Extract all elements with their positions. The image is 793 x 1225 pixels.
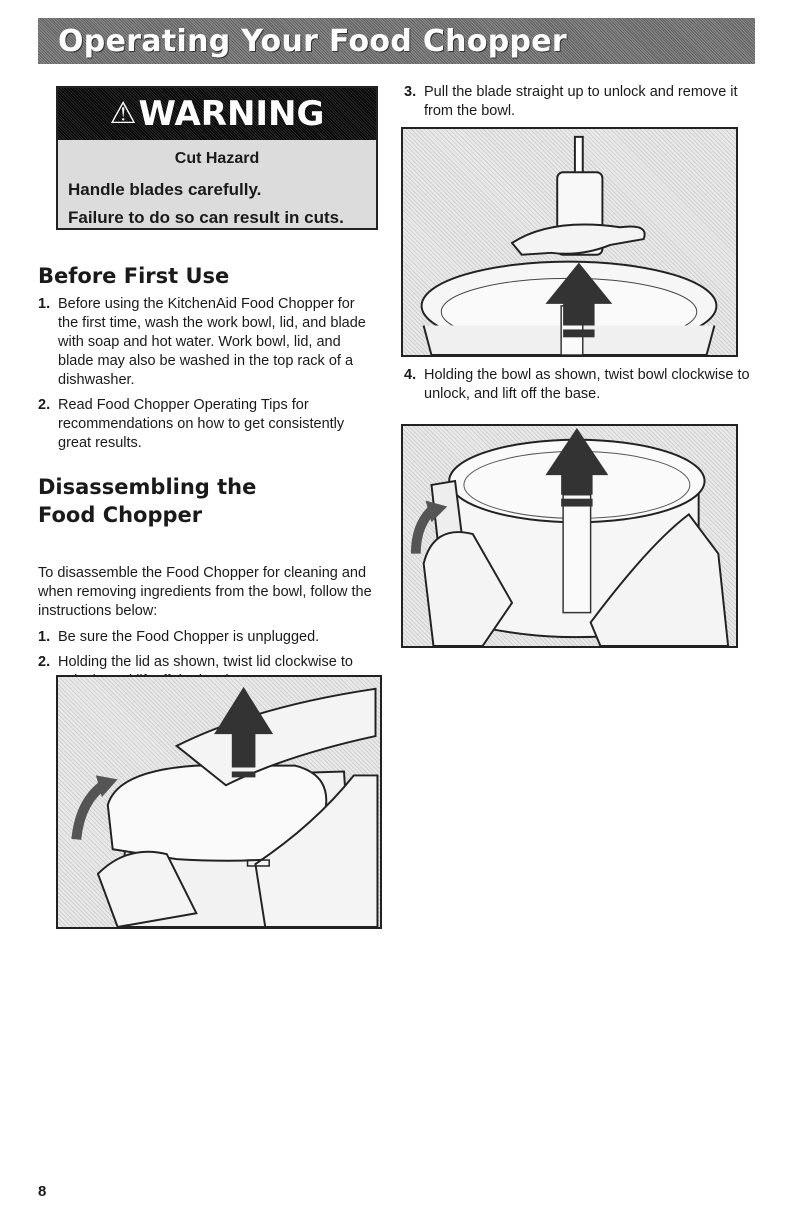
- warning-title: WARNING: [138, 94, 325, 134]
- page-number: 8: [38, 1183, 47, 1200]
- heading-disassembling: Disassembling the Food Chopper: [38, 475, 257, 527]
- list-item: 3. Pull the blade straight up to unlock and remove it from the bowl.: [404, 84, 738, 119]
- page-title: Operating Your Food Chopper: [58, 24, 568, 59]
- heading-before-first-use: Before First Use: [38, 264, 230, 288]
- lid-illustration-drawing: [58, 677, 380, 927]
- before-first-use-steps: [38, 295, 368, 459]
- illustration-remove-bowl: [401, 424, 738, 648]
- list-item: 4. Holding the bowl as shown, twist bowl clockwise to unlock, and lift off the base.: [404, 367, 750, 402]
- warning-consequence: Failure to do so can result in cuts.: [68, 208, 344, 227]
- warning-instruction: Handle blades carefully.: [68, 180, 262, 199]
- disassembling-steps-right-a: [404, 83, 754, 127]
- warning-hazard: Cut Hazard: [174, 150, 260, 167]
- warning-triangle-icon: ⚠: [109, 96, 137, 131]
- list-item: 1. Before using the KitchenAid Food Chopper for the first time, wash the work bowl, lid, and blade with soap and hot water. Work bowl, lid, and blade may also be washed in the top rack of a dishwasher.: [38, 296, 366, 388]
- section-banner: [38, 18, 755, 64]
- blade-illustration-drawing: [403, 129, 736, 355]
- warning-header: [58, 88, 376, 140]
- disassembling-steps-right-b: [404, 366, 754, 410]
- list-item: 2. Read Food Chopper Operating Tips for recommendations on how to get consistently great results.: [38, 397, 345, 451]
- illustration-remove-lid: [56, 675, 382, 929]
- illustration-remove-blade: [401, 127, 738, 357]
- list-item: 2. Holding the lid as shown, twist lid clockwise to: [38, 654, 353, 670]
- list-item: 1. Be sure the Food Chopper is unplugged.: [38, 629, 320, 645]
- bowl-illustration-drawing: [403, 426, 736, 646]
- warning-box: [56, 86, 378, 230]
- warning-title-row: [58, 94, 376, 134]
- disassembling-intro: To disassemble the Food Chopper for cleaning and when removing ingredients from the bowl, follow the instructions below:: [38, 565, 372, 619]
